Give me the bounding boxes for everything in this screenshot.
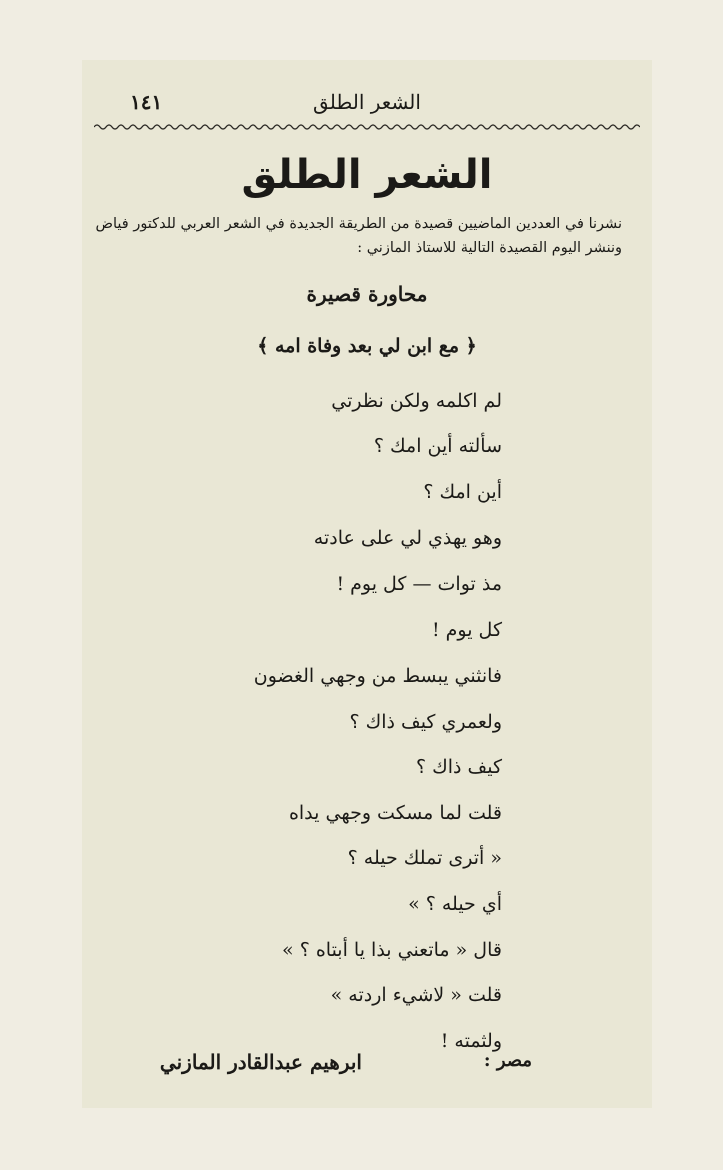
intro-line: نشرنا في العددين الماضيين قصيدة من الطريقة الجديدة في الشعر العربي للدكتور فياض: [95, 216, 622, 232]
page-number: ١٤١: [130, 90, 163, 114]
poem-line: فانثني يبسط من وجهي الغضون: [253, 665, 502, 687]
signature: [82, 1050, 652, 1084]
intro-line: وننشر اليوم القصيدة التالية للاستاذ المازني :: [357, 240, 622, 256]
poem-dedication: ﴿ مع ابن لي بعد وفاة امه ﴾: [257, 335, 477, 357]
poem-line: لم اكلمه ولكن نظرتي: [331, 390, 502, 412]
signature-author: ابرهيم عبدالقادر المازني: [159, 1050, 362, 1074]
poem-line: قلت « لاشيء اردته »: [330, 984, 502, 1006]
signature-place: مصر :: [483, 1050, 532, 1071]
printed-page: [82, 60, 652, 1108]
poem-line: ولثمته !: [440, 1030, 502, 1052]
poem-line: سألته أين امك ؟: [373, 435, 502, 457]
article-title: الشعر الطلق: [241, 152, 493, 198]
poem-line: أي حيله ؟ »: [408, 893, 502, 915]
poem-line: قال « ماتعني بذا يا أبتاه ؟ »: [282, 939, 502, 961]
intro-paragraph: [95, 212, 622, 260]
poem-line: مذ توات — كل يوم !: [336, 573, 502, 595]
running-title: الشعر الطلق: [313, 90, 421, 114]
poem-line: « أترى تملك حيله ؟: [347, 847, 502, 869]
running-head: [82, 90, 652, 120]
poem-line: ولعمري كيف ذاك ؟: [349, 711, 502, 733]
poem-line: أين امك ؟: [423, 481, 502, 503]
poem-line: وهو يهذي لي على عادته: [313, 527, 502, 549]
poem-line: كيف ذاك ؟: [415, 756, 502, 778]
poem-title: محاورة قصيرة: [306, 282, 428, 306]
poem-line: كل يوم !: [431, 619, 502, 641]
wavy-rule: [94, 123, 640, 131]
poem-line: قلت لما مسكت وجهي يداه: [288, 802, 502, 824]
